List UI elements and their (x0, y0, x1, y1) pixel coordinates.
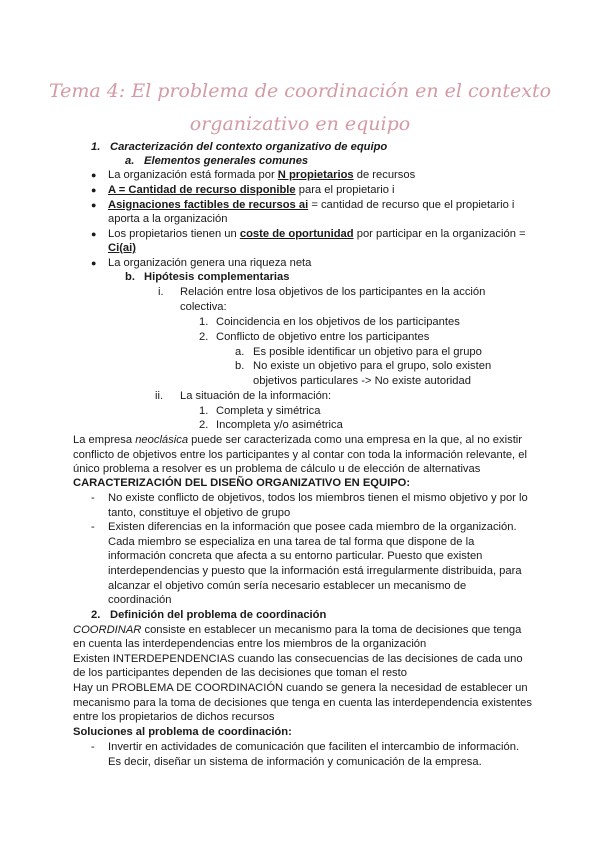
list-item: Conflicto de objetivo entre los participantes (216, 331, 430, 343)
list-item: La organización genera una riqueza neta (108, 257, 312, 269)
page-title-line-2: organizativo en equipo (189, 113, 411, 135)
text: de recursos (353, 169, 416, 181)
list-marker: 1. (199, 316, 209, 328)
list-item-continuation: coordinación (108, 594, 172, 606)
bullet-icon: ● (91, 185, 97, 195)
list-marker: - (91, 741, 95, 753)
list-item-continuation: Cada miembro se especializa en una tarea de tal forma que dispone de la (108, 536, 475, 548)
paragraph-line: en cuenta las interdependencias entre los miembros de la organización (73, 638, 427, 650)
paragraph-line: Hay un PROBLEMA DE COORDINACIÓN cuando se genera la necesidad de establecer un (73, 682, 528, 694)
bold-text: Asignaciones factibles de recursos ai (108, 199, 309, 211)
bullet-icon: ● (91, 258, 97, 268)
paragraph-line: mecanismo para la toma de decisiones que tenga en cuenta las interdependencia existentes (73, 697, 532, 709)
list-item: No existe conflicto de objetivos, todos los miembros tienen el mismo objetivo y por lo (108, 492, 528, 504)
list-item-continuation: interdependencias y puesto que la información está irregularmente distribuida, para (108, 565, 522, 577)
list-item-continuation: alcanzar el objetivo común sería necesario establecer un mecanismo de (108, 580, 467, 592)
subsection-heading: Hipótesis complementarias (144, 271, 290, 283)
list-marker: - (91, 521, 95, 533)
paragraph-line (73, 433, 522, 447)
list-item: Existen diferencias en la información que posee cada miembro de la organización. (108, 521, 517, 533)
list-item-continuation: aporta a la organización (108, 213, 228, 225)
list-item (108, 198, 514, 212)
list-marker: 1. (199, 405, 209, 417)
text: puede ser caracterizada como una empresa en la que, al no existir (188, 434, 523, 446)
list-item: No existe un objetivo para el grupo, solo existen (253, 360, 492, 372)
paragraph-line: de los participantes dependen de las decisiones que toman el resto (73, 667, 407, 679)
list-item (108, 227, 526, 241)
text: por participar en la organización = (353, 228, 526, 240)
list-item (108, 168, 415, 182)
list-marker: a. (235, 346, 245, 358)
list-marker: ii. (155, 390, 164, 402)
text: La empresa (73, 434, 136, 446)
bullet-icon: ● (91, 200, 97, 210)
list-item: Invertir en actividades de comunicación que faciliten el intercambio de información. (108, 741, 520, 753)
list-marker: - (91, 492, 95, 504)
list-marker: 2. (91, 609, 101, 621)
list-marker: a. (125, 155, 135, 167)
paragraph-line: conflicto de objetivos entre los participantes y al contar con toda la información relevante, el (73, 449, 527, 461)
subsection-heading: Elementos generales comunes (144, 155, 309, 167)
list-item (108, 183, 395, 197)
list-item: La situación de la información: (180, 390, 332, 402)
list-item-continuation: información concreta que afecta a su entorno particular. Puesto que existen (108, 550, 483, 562)
text: consiste en establecer un mecanismo para la toma de decisiones que tenga (141, 624, 522, 636)
list-marker: i. (158, 286, 164, 298)
list-item-continuation: colectiva: (180, 301, 227, 313)
bullet-icon: ● (91, 170, 97, 180)
bullet-icon: ● (91, 229, 97, 239)
list-item-continuation: objetivos particulares -> No existe autoridad (253, 375, 471, 387)
italic-text: COORDINAR (73, 624, 142, 636)
bold-text: coste de oportunidad (239, 228, 354, 240)
section-heading: Caracterización del contexto organizativo de equipo (110, 141, 388, 153)
list-marker: b. (235, 360, 245, 372)
list-item-continuation: Ci(ai) (108, 242, 136, 254)
list-item: Coincidencia en los objetivos de los participantes (216, 316, 460, 328)
paragraph-line: Existen INTERDEPENDENCIAS cuando las consecuencias de las decisiones de cada uno (73, 653, 523, 665)
section-heading: CARACTERIZACIÓN DEL DISEÑO ORGANIZATIVO EN EQUIPO: (73, 477, 411, 489)
text: para el propietario i (295, 184, 395, 196)
list-item: Relación entre losa objetivos de los participantes en la acción (180, 286, 486, 298)
text: La organización está formada por (108, 169, 278, 181)
bold-text: N propietarios (277, 169, 354, 181)
section-heading: Soluciones al problema de coordinación: (73, 726, 292, 738)
section-heading: Definición del problema de coordinación (110, 609, 327, 621)
list-item-continuation: Es decir, diseñar un sistema de información y comunicación de la empresa. (108, 756, 482, 768)
list-item: Completa y simétrica (216, 405, 321, 417)
paragraph-line: único problema a resolver es un problema de cálculo u de elección de alternativas (73, 463, 481, 475)
page-title-line-1: Tema 4: El problema de coordinación en el contexto (48, 80, 552, 102)
text: Los propietarios tienen un (108, 228, 240, 240)
paragraph-line: entre los propietarios de dichos recursos (73, 711, 275, 723)
list-marker: 2. (199, 331, 209, 343)
paragraph-line (73, 623, 521, 637)
list-item-continuation: tanto, constituye el objetivo de grupo (108, 507, 291, 519)
list-marker: 1. (91, 141, 101, 153)
list-marker: b. (125, 271, 135, 283)
list-item: Es posible identificar un objetivo para el grupo (253, 346, 482, 358)
bold-text: A = Cantidad de recurso disponible (108, 184, 296, 196)
list-item: Incompleta y/o asimétrica (216, 419, 343, 431)
list-marker: 2. (199, 419, 209, 431)
text: = cantidad de recurso que el propietario i (308, 199, 515, 211)
italic-text: neoclásica (135, 434, 189, 446)
